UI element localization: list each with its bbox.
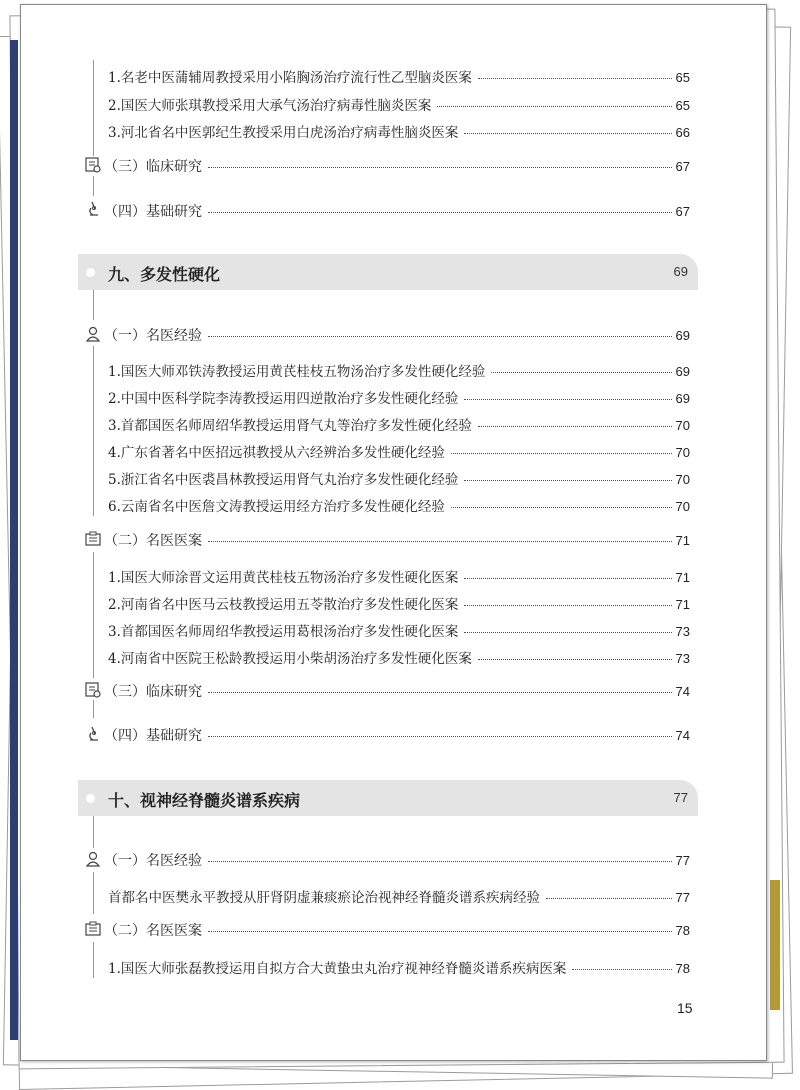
microscope-icon [84, 725, 102, 743]
toc-subsection-cases[interactable]: （二）名医医案 71 [104, 533, 690, 549]
clinical-research-icon [84, 156, 102, 174]
chapter-page: 69 [673, 264, 688, 279]
chapter-header-10[interactable] [78, 780, 698, 816]
toc-entry[interactable]: 4.广东省著名中医招远祺教授从六经辨治多发性硬化经验 70 [108, 445, 690, 461]
toc-entry[interactable]: 1.国医大师涂晋文运用黄芪桂枝五物汤治疗多发性硬化医案 71 [108, 570, 690, 586]
rail-ch9-s1 [93, 346, 94, 516]
toc-subsection-cases[interactable]: （二）名医医案 78 [104, 923, 690, 939]
chapter-bullet-icon [86, 794, 95, 803]
toc-entry[interactable]: 4.河南省中医院王松龄教授运用小柴胡汤治疗多发性硬化医案 73 [108, 651, 690, 667]
toc-entry[interactable]: 5.浙江省名中医裘昌林教授运用肾气丸治疗多发性硬化经验 70 [108, 472, 690, 488]
toc-entry[interactable]: 3.首都国医名师周绍华教授运用肾气丸等治疗多发性硬化经验 70 [108, 418, 690, 434]
rail-ch9-s2 [93, 552, 94, 678]
chapter-title: 九、多发性硬化 [108, 265, 221, 284]
chapter-title: 十、视神经脊髓炎谱系疾病 [108, 791, 301, 810]
toc-subsection-basic[interactable]: （四）基础研究 74 [104, 728, 690, 744]
microscope-icon [84, 200, 102, 218]
toc-entry[interactable]: 6.云南省名中医詹文涛教授运用经方治疗多发性硬化经验 70 [108, 499, 690, 515]
toc-subsection-clinical[interactable]: （三）临床研究 67 [104, 159, 690, 175]
case-record-icon [84, 530, 102, 548]
toc-entry[interactable]: 2.国医大师张琪教授采用大承气汤治疗病毒性脑炎医案 65 [108, 98, 690, 114]
toc-entry[interactable]: 1.国医大师邓铁涛教授运用黄芪桂枝五物汤治疗多发性硬化经验 69 [108, 364, 690, 380]
toc-entry[interactable]: 3.首都国医名师周绍华教授运用葛根汤治疗多发性硬化医案 73 [108, 624, 690, 640]
toc-entry[interactable]: 首都名中医樊永平教授从肝肾阴虚兼痰瘀论治视神经脊髓炎谱系疾病经验 77 [108, 890, 690, 906]
toc-entry[interactable]: 3.河北省名中医郭纪生教授采用白虎汤治疗病毒性脑炎医案 66 [108, 125, 690, 141]
toc-subsection-basic[interactable]: （四）基础研究 67 [104, 204, 690, 220]
rail-ch10 [93, 812, 94, 848]
book-edge-right [770, 880, 780, 1010]
toc-entry[interactable]: 1.国医大师张磊教授运用自拟方合大黄蛰虫丸治疗视神经脊髓炎谱系疾病医案 78 [108, 961, 690, 977]
toc-entry[interactable]: 2.河南省名中医马云枝教授运用五苓散治疗多发性硬化医案 71 [108, 597, 690, 613]
toc-subsection-experience[interactable]: （一）名医经验 69 [104, 328, 690, 344]
doctor-icon [84, 325, 102, 343]
rail-ch10-s1 [93, 872, 94, 914]
toc-subsection-clinical[interactable]: （三）临床研究 74 [104, 684, 690, 700]
book-edge-left [10, 40, 18, 1040]
toc-entry[interactable]: 1.名老中医蒲辅周教授采用小陷胸汤治疗流行性乙型脑炎医案 65 [108, 70, 690, 86]
chapter-header-9[interactable] [78, 254, 698, 290]
chapter-bullet-icon [86, 268, 95, 277]
case-record-icon [84, 920, 102, 938]
toc-entry[interactable]: 2.中国中医科学院李涛教授运用四逆散治疗多发性硬化经验 69 [108, 391, 690, 407]
clinical-research-icon [84, 681, 102, 699]
rail-ch9-s3 [93, 700, 94, 718]
chapter-page: 77 [673, 790, 688, 805]
toc-subsection-experience[interactable]: （一）名医经验 77 [104, 853, 690, 869]
rail-top-2 [93, 176, 94, 196]
rail-ch10-s2 [93, 942, 94, 978]
page-number: 15 [677, 1000, 693, 1016]
rail-top [93, 60, 94, 156]
doctor-icon [84, 850, 102, 868]
